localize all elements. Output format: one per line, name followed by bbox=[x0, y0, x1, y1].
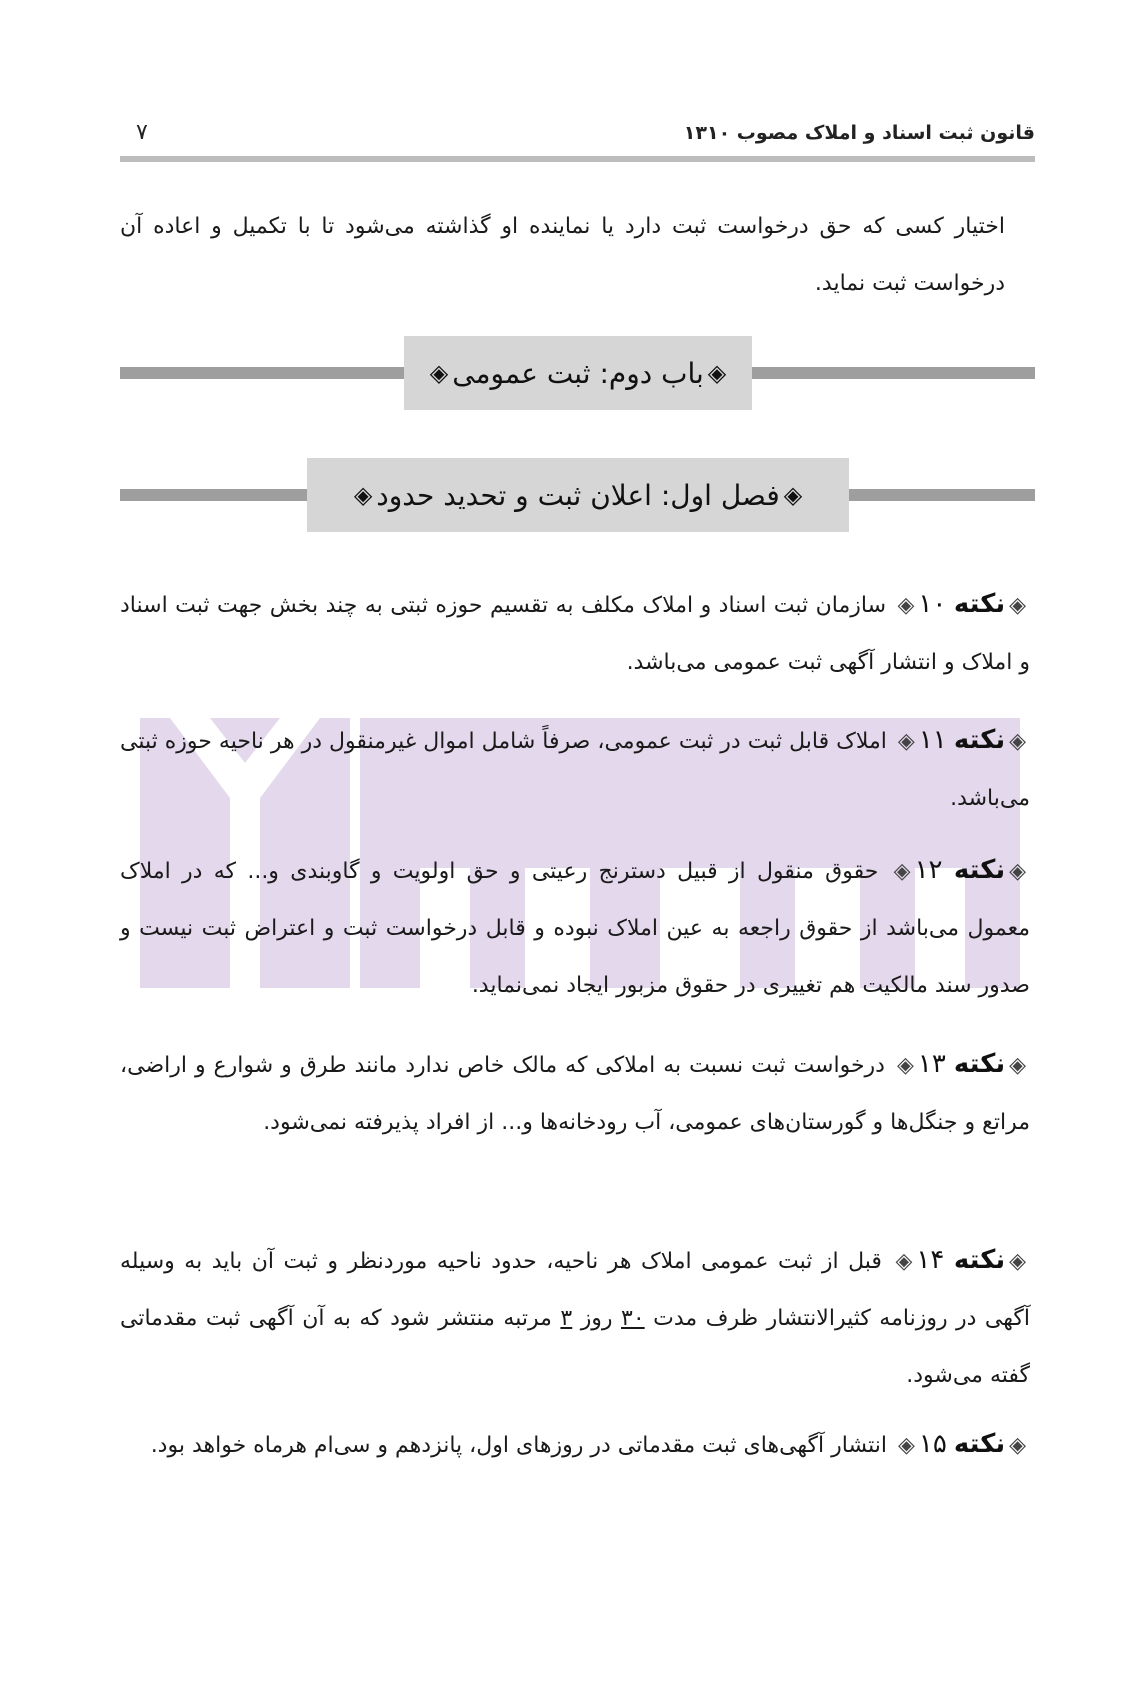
note-text: املاک قابل ثبت در ثبت عمومی، صرفاً شامل اموال غیرمنقول در هر ناحیه حوزه ثبتی می‌باشد. bbox=[120, 729, 1030, 811]
note-label: نکته bbox=[953, 855, 1006, 885]
note-text-after: مرتبه منتشر شود که به آن آگهی ثبت مقدماتی گفته می‌شود. bbox=[120, 1306, 1030, 1388]
times-number: ۳ bbox=[560, 1306, 573, 1331]
note-label: نکته bbox=[953, 1429, 1006, 1459]
note-15 bbox=[120, 1416, 1030, 1474]
note-14 bbox=[120, 1232, 1030, 1404]
diamond-icon: ◈ bbox=[896, 1053, 914, 1078]
note-label: نکته bbox=[953, 1245, 1006, 1275]
note-text-before: قبل از ثبت عمومی املاک هر ناحیه، حدود ناحیه موردنظر و ثبت آن باید به وسیله آگهی در روزنامه کثیرالانتشار ظرف مدت bbox=[120, 1249, 1030, 1331]
section-title: فصل اول: اعلان ثبت و تحدید حدود bbox=[376, 478, 780, 512]
header-divider bbox=[120, 156, 1035, 162]
note-number: ۱۵ bbox=[918, 1429, 947, 1459]
diamond-icon: ◈ bbox=[1009, 1053, 1026, 1078]
intro-paragraph: اختیار کسی که حق درخواست ثبت دارد یا نماینده او گذاشته می‌شود تا با تکمیل و اعاده آن درخواست ثبت نماید. bbox=[120, 214, 1005, 296]
note-text: سازمان ثبت اسناد و املاک مکلف به تقسیم حوزه ثبتی به چند بخش جهت ثبت اسناد و املاک و انتشار آگهی ثبت عمومی می‌باشد. bbox=[120, 593, 1030, 675]
note-text-middle: روز bbox=[580, 1306, 613, 1331]
note-text: حقوق منقول از قبیل دسترنج رعیتی و حق اولویت و گاوبندی و... که در املاک معمول می‌باشد از حقوق راجعه به عین املاک نبوده و قابل درخواست ثبت و اعتراض ثبت نیست و صدور سند مالکیت هم تغییری در حقوق مزبور ایجاد نمی‌نماید. bbox=[120, 859, 1030, 998]
note-text: انتشار آگهی‌های ثبت مقدماتی در روزهای اول، پانزدهم و سی‌ام هرماه خواهد بود. bbox=[150, 1433, 887, 1458]
diamond-icon: ◈ bbox=[1009, 593, 1027, 618]
page-number: ۷ bbox=[136, 120, 148, 145]
diamond-icon: ◈ bbox=[429, 359, 449, 387]
note-10 bbox=[120, 576, 1030, 691]
diamond-icon: ◈ bbox=[897, 729, 915, 754]
chapter-title-box bbox=[404, 336, 752, 410]
section-title-box bbox=[307, 458, 849, 532]
running-header bbox=[120, 118, 1035, 154]
note-12 bbox=[120, 842, 1030, 1014]
note-number: ۱۳ bbox=[917, 1049, 946, 1079]
diamond-icon: ◈ bbox=[897, 1433, 915, 1458]
note-number: ۱۱ bbox=[918, 725, 947, 755]
diamond-icon: ◈ bbox=[893, 859, 911, 884]
note-11 bbox=[120, 712, 1030, 827]
note-number: ۱۰ bbox=[918, 589, 947, 619]
diamond-icon: ◈ bbox=[895, 1249, 913, 1274]
section-banner bbox=[120, 458, 1035, 532]
diamond-icon: ◈ bbox=[707, 359, 727, 387]
note-number: ۱۲ bbox=[914, 855, 943, 885]
chapter-title: باب دوم: ثبت عمومی bbox=[452, 356, 704, 390]
diamond-icon: ◈ bbox=[1009, 1249, 1027, 1274]
chapter-banner bbox=[120, 336, 1035, 410]
note-text: درخواست ثبت نسبت به املاکی که مالک خاص ندارد مانند طرق و شوارع و اراضی، مراتع و جنگل‌ها و گورستان‌های عمومی، آب رودخانه‌ها و... از افراد پذیرفته نمی‌شود. bbox=[120, 1053, 1030, 1135]
diamond-icon: ◈ bbox=[1009, 859, 1026, 884]
diamond-icon: ◈ bbox=[353, 481, 373, 509]
diamond-icon: ◈ bbox=[897, 593, 915, 618]
book-title: قانون ثبت اسناد و املاک مصوب ۱۳۱۰ bbox=[683, 122, 1035, 144]
diamond-icon: ◈ bbox=[1009, 729, 1026, 754]
note-label: نکته bbox=[953, 1049, 1006, 1079]
days-number: ۳۰ bbox=[621, 1306, 645, 1331]
note-13 bbox=[120, 1036, 1030, 1151]
note-label: نکته bbox=[953, 589, 1006, 619]
note-number: ۱۴ bbox=[916, 1245, 945, 1275]
diamond-icon: ◈ bbox=[1009, 1433, 1026, 1458]
diamond-icon: ◈ bbox=[783, 481, 803, 509]
note-label: نکته bbox=[953, 725, 1006, 755]
